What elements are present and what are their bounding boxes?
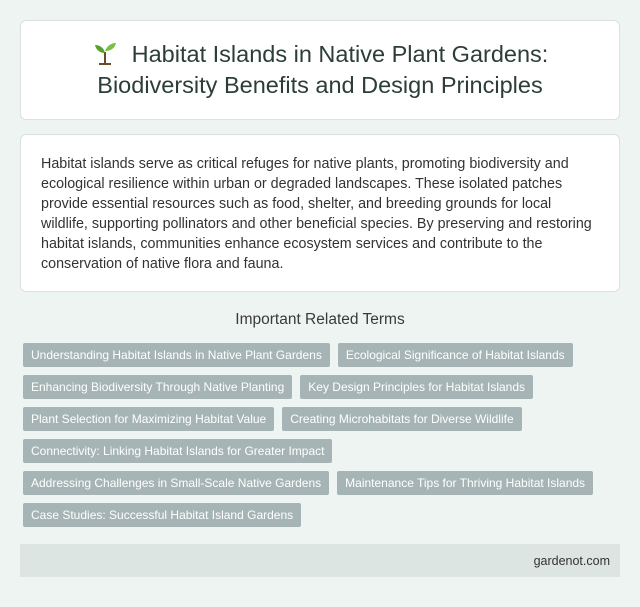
related-term-tag[interactable]: Understanding Habitat Islands in Native Plant Gardens: [23, 343, 330, 367]
related-terms-heading: Important Related Terms: [235, 311, 405, 328]
related-term-tag[interactable]: Maintenance Tips for Thriving Habitat Islands: [337, 471, 593, 495]
related-term-tag[interactable]: Connectivity: Linking Habitat Islands for Greater Impact: [23, 439, 332, 463]
description-text: Habitat islands serve as critical refuges for native plants, promoting biodiversity and ecological resilience within urban or degraded landscapes. These isolated patches provide essential resources such as food, shelter, and breeding grounds for local wildlife, supporting pollinators and other beneficial species. By preserving and restoring habitat islands, communities enhance ecosystem services and contribute to the conservation of native flora and fauna.: [41, 156, 592, 272]
related-term-tag[interactable]: Ecological Significance of Habitat Islands: [338, 343, 573, 367]
sprout-icon: [92, 41, 118, 65]
related-term-tag[interactable]: Plant Selection for Maximizing Habitat Value: [23, 407, 274, 431]
related-term-tag[interactable]: Key Design Principles for Habitat Islands: [300, 375, 533, 399]
related-terms-list: [23, 343, 623, 527]
related-term-tag[interactable]: Addressing Challenges in Small-Scale Native Gardens: [23, 471, 329, 495]
page-title: [60, 39, 580, 101]
footer-site[interactable]: gardenot.com: [533, 553, 610, 568]
description-card: [20, 134, 620, 292]
related-term-tag[interactable]: Enhancing Biodiversity Through Native Planting: [23, 375, 292, 399]
footer: [20, 544, 620, 577]
related-term-tag[interactable]: Creating Microhabitats for Diverse Wildlife: [282, 407, 521, 431]
title-card: [20, 20, 620, 120]
related-term-tag[interactable]: Case Studies: Successful Habitat Island Gardens: [23, 503, 301, 527]
page-title-text: Habitat Islands in Native Plant Gardens: Biodiversity Benefits and Design Principles: [97, 41, 549, 98]
